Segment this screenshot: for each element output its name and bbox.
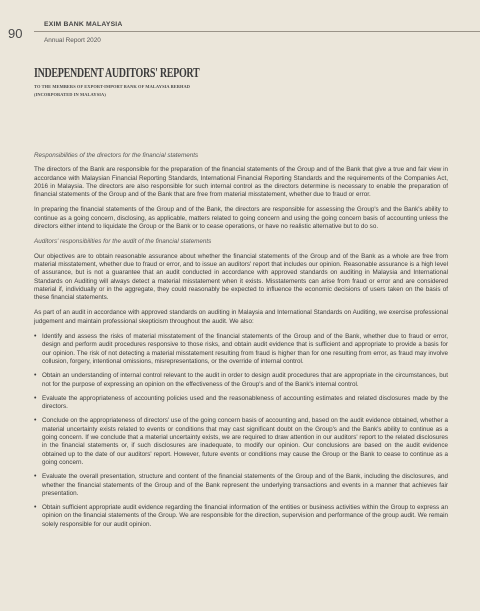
list-item: • Evaluate the appropriateness of accounting policies used and the reasonableness of accounting estimates and related disclosures made by the directors. xyxy=(34,395,448,412)
list-item: • Obtain an understanding of internal control relevant to the audit in order to design audit procedures that are appropriate in the circumstances, but not for the purpose of expressing an opinion on the effectiveness of the Group's and of the Bank's internal control. xyxy=(34,372,448,389)
paragraph: In preparing the financial statements of the Group and of the Bank, the directors are responsible for assessing the Group's and the Bank's ability to continue as a going concern, disclosing, as applicable, matters related to going concern and using the going concern basis of accounting unless the directors either intend to liquidate the Group or the Bank or to cease operations, or have no realistic alternative but to do so. xyxy=(34,206,448,231)
list-item: • Conclude on the appropriateness of directors' use of the going concern basis of accounting and, based on the audit evidence obtained, whether a material uncertainty exists related to events or conditions that may cast significant doubt on the Group's and the Bank's ability to continue as a going concern. If we conclude that a material uncertainty exists, we are required to draw attention in our auditors' report to the related disclosures in the financial statements or, if such disclosures are inadequate, to modify our opinion. Our conclusions are based on the audit evidence obtained up to the date of our auditors' report. However, future events or conditions may cause the Group or the Bank to cease to continue as a going concern. xyxy=(34,417,448,467)
report-name: Annual Report 2020 xyxy=(44,37,101,44)
list-item: • Evaluate the overall presentation, structure and content of the financial statements of the Group and of the Bank, including the disclosures, and whether the financial statements of the Group and of the Bank represent the underlying transactions and events in a manner that achieves fair presentation. xyxy=(34,473,448,498)
report-body xyxy=(34,152,448,535)
auditor-procedures-list xyxy=(34,333,448,529)
subtitle-line-1: TO THE MEMBERS OF EXPORT-IMPORT BANK OF MALAYSIA BERHAD xyxy=(34,84,191,89)
section-heading-auditors: Auditors' responsibilities for the audit of the financial statements xyxy=(34,238,212,246)
header-divider xyxy=(34,31,480,32)
paragraph: Our objectives are to obtain reasonable assurance about whether the financial statements of the Group and of the Bank as a whole are free from material misstatement, whether due to fraud or error, and to issue an auditors' report that includes our opinion. Reasonable assurance is a high level of assurance, but is not a guarantee that an audit conducted in accordance with approved standards on auditing in Malaysia and International Standards on Auditing will always detect a material misstatement when it exists. Misstatements can arise from fraud or error and are considered material if, individually or in the aggregate, they could reasonably be expected to influence the economic decisions of users taken on the basis of these financial statements. xyxy=(34,252,448,302)
report-title-block xyxy=(34,66,454,99)
organization-name: EXIM BANK MALAYSIA xyxy=(44,21,123,28)
paragraph: As part of an audit in accordance with approved standards on auditing in Malaysia and International Standards on Auditing, we exercise professional judgement and maintain professional skepticism throughout the audit. We also: xyxy=(34,309,448,325)
paragraph: The directors of the Bank are responsible for the preparation of the financial statements of the Group and of the Bank that give a true and fair view in accordance with Malaysian Financial Reporting Standards, International Financial Reporting Standards and the requirements of the Companies Act, 2016 in Malaysia. The directors are also responsible for such internal control as the directors determine is necessary to enable the preparation of financial statements of the Group and of the Bank that are free from material misstatement, whether due to fraud or error. xyxy=(34,166,448,199)
report-title: INDEPENDENT AUDITORS' REPORT xyxy=(34,66,200,81)
list-item: • Obtain sufficient appropriate audit evidence regarding the financial information of the entities or business activities within the Group to express an opinion on the financial statements of the Group. We are responsible for the direction, supervision and performance of the group audit. We remain solely responsible for our audit opinion. xyxy=(34,504,448,529)
section-heading-directors: Responsibilities of the directors for the financial statements xyxy=(34,152,199,159)
page-number: 90 xyxy=(8,26,23,41)
page-header xyxy=(0,0,480,62)
report-subtitle xyxy=(34,83,454,99)
subtitle-line-2: (INCORPORATED IN MALAYSIA) xyxy=(34,92,106,97)
list-item: • Identify and assess the risks of material misstatement of the financial statements of the Group and of the Bank, whether due to fraud or error, design and perform audit procedures responsive to those risks, and obtain audit evidence that is sufficient and appropriate to provide a basis for our opinion. The risk of not detecting a material misstatement resulting from fraud is higher than for one resulting from error, as fraud may involve collusion, forgery, intentional omissions, misrepresentations, or the override of internal control. xyxy=(34,333,448,366)
